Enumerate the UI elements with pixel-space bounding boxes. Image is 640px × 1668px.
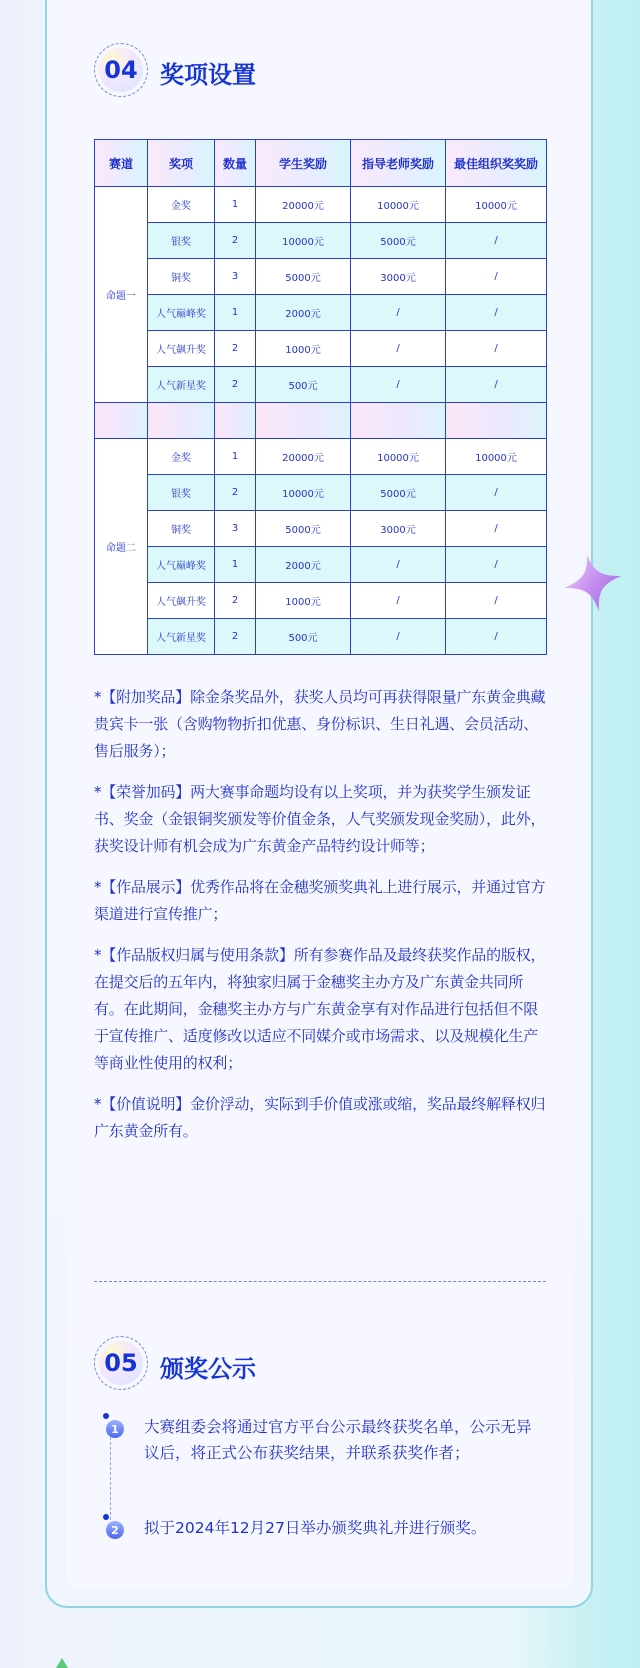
table-row xyxy=(95,511,547,547)
table-cell: / xyxy=(446,367,547,403)
table-cell: 2000元 xyxy=(256,547,351,583)
table-cell: 5000元 xyxy=(351,223,446,259)
table-cell: 人气飙升奖 xyxy=(148,331,215,367)
table-cell: / xyxy=(351,331,446,367)
table-cell: 银奖 xyxy=(148,475,215,511)
table-cell: 2 xyxy=(215,475,256,511)
table-cell: 金奖 xyxy=(148,439,215,475)
table-cell: 1000元 xyxy=(256,331,351,367)
table-cell: 3 xyxy=(215,259,256,295)
table-cell: / xyxy=(446,619,547,655)
table-cell: 5000元 xyxy=(256,259,351,295)
section-divider xyxy=(94,1281,546,1282)
table-cell: 2 xyxy=(215,367,256,403)
table-cell: 3 xyxy=(215,511,256,547)
timeline-dot xyxy=(103,1514,109,1520)
table-cell: 10000元 xyxy=(351,187,446,223)
table-cell: / xyxy=(351,619,446,655)
table-cell: 人气巅峰奖 xyxy=(148,547,215,583)
column-header: 赛道 xyxy=(95,140,148,187)
table-cell: 2 xyxy=(215,619,256,655)
table-row xyxy=(95,259,547,295)
table-cell: 金奖 xyxy=(148,187,215,223)
timeline-line xyxy=(110,1432,111,1520)
table-row xyxy=(95,295,547,331)
note-item: *【荣誉加码】两大赛事命题均设有以上奖项，并为获奖学生颁发证书、奖金（金银铜奖颁发等价值金条，人气奖颁发现金奖励），此外，获奖设计师有机会成为广东黄金产品特约设计师等； xyxy=(94,783,546,855)
table-cell: / xyxy=(446,475,547,511)
step-text: 拟于2024年12月27日举办颁奖典礼并进行颁奖。 xyxy=(144,1519,487,1537)
section-title: 颁奖公示 xyxy=(160,1355,256,1383)
track-name: 命题二 xyxy=(95,439,148,655)
table-row xyxy=(95,331,547,367)
table-row xyxy=(95,223,547,259)
table-cell: / xyxy=(446,583,547,619)
table-cell: 500元 xyxy=(256,367,351,403)
step-text: 大赛组委会将通过官方平台公示最终获奖名单，公示无异议后，将正式公布获奖结果，并联系获奖作者； xyxy=(144,1418,532,1462)
table-cell: 1 xyxy=(215,439,256,475)
table-cell: / xyxy=(446,511,547,547)
table-cell: 人气新星奖 xyxy=(148,367,215,403)
track-name: 命题一 xyxy=(95,187,148,403)
column-header: 最佳组织奖奖励 xyxy=(446,140,547,187)
table-cell: / xyxy=(351,547,446,583)
table-row xyxy=(95,475,547,511)
table-cell: 人气飙升奖 xyxy=(148,583,215,619)
table-cell: 20000元 xyxy=(256,439,351,475)
table-row xyxy=(95,367,547,403)
table-cell: 1 xyxy=(215,187,256,223)
table-cell: 2 xyxy=(215,583,256,619)
table-cell: 10000元 xyxy=(446,439,547,475)
step-number: 2 xyxy=(106,1521,124,1539)
table-cell: 1000元 xyxy=(256,583,351,619)
table-cell: 铜奖 xyxy=(148,259,215,295)
section-number: 05 xyxy=(99,1341,143,1385)
leaf-icon xyxy=(56,1658,68,1668)
table-cell: / xyxy=(446,259,547,295)
section-number-badge xyxy=(94,43,148,97)
section-number-badge xyxy=(94,1336,148,1390)
step-number: 1 xyxy=(106,1420,124,1438)
section-number: 04 xyxy=(99,48,143,92)
table-cell: 2000元 xyxy=(256,295,351,331)
note-item: *【作品版权归属与使用条款】所有参赛作品及最终获奖作品的版权，在提交后的五年内，将独家归属于金穗奖主办方及广东黄金共同所有。在此期间，金穗奖主办方与广东黄金享有对作品进行包括但不限于宣传推广、适度修改以适应不同媒介或市场需求、以及规模化生产等商业性使用的权利； xyxy=(94,946,546,1072)
table-cell: 5000元 xyxy=(351,475,446,511)
table-cell: 3000元 xyxy=(351,511,446,547)
table-cell: 10000元 xyxy=(256,475,351,511)
prize-table xyxy=(94,139,547,655)
section-title: 奖项设置 xyxy=(160,61,256,89)
table-cell: / xyxy=(446,547,547,583)
table-separator-row xyxy=(95,403,547,439)
table-row xyxy=(95,547,547,583)
table-cell: 人气巅峰奖 xyxy=(148,295,215,331)
table-cell: / xyxy=(351,295,446,331)
timeline-dot xyxy=(103,1413,109,1419)
column-header: 奖项 xyxy=(148,140,215,187)
column-header: 学生奖励 xyxy=(256,140,351,187)
note-item: *【作品展示】优秀作品将在金穗奖颁奖典礼上进行展示，并通过官方渠道进行宣传推广； xyxy=(94,878,546,923)
note-item: *【附加奖品】除金条奖品外，获奖人员均可再获得限量广东黄金典藏贵宾卡一张（含购物物折扣优惠、身份标识、生日礼遇、会员活动、售后服务）； xyxy=(94,688,546,760)
table-cell: 5000元 xyxy=(256,511,351,547)
table-cell: 1 xyxy=(215,295,256,331)
table-cell: / xyxy=(351,583,446,619)
table-cell: 人气新星奖 xyxy=(148,619,215,655)
table-cell: 3000元 xyxy=(351,259,446,295)
table-row xyxy=(95,439,547,475)
table-cell: 2 xyxy=(215,223,256,259)
table-cell: 10000元 xyxy=(446,187,547,223)
table-cell: 银奖 xyxy=(148,223,215,259)
note-item: *【价值说明】金价浮动，实际到手价值或涨或缩，奖品最终解释权归广东黄金所有。 xyxy=(94,1095,546,1140)
table-cell: 2 xyxy=(215,331,256,367)
table-row xyxy=(95,619,547,655)
table-cell: 1 xyxy=(215,547,256,583)
table-cell: 500元 xyxy=(256,619,351,655)
table-cell: / xyxy=(351,367,446,403)
table-cell: / xyxy=(446,223,547,259)
table-cell: 10000元 xyxy=(351,439,446,475)
table-row xyxy=(95,583,547,619)
sparkle-star-icon xyxy=(560,550,626,616)
table-cell: 20000元 xyxy=(256,187,351,223)
table-cell: 10000元 xyxy=(256,223,351,259)
table-cell: 铜奖 xyxy=(148,511,215,547)
column-header: 数量 xyxy=(215,140,256,187)
table-cell: / xyxy=(446,295,547,331)
table-cell: / xyxy=(446,331,547,367)
column-header: 指导老师奖励 xyxy=(351,140,446,187)
table-header-row xyxy=(95,140,547,187)
table-row xyxy=(95,187,547,223)
notes-list xyxy=(94,684,546,1159)
